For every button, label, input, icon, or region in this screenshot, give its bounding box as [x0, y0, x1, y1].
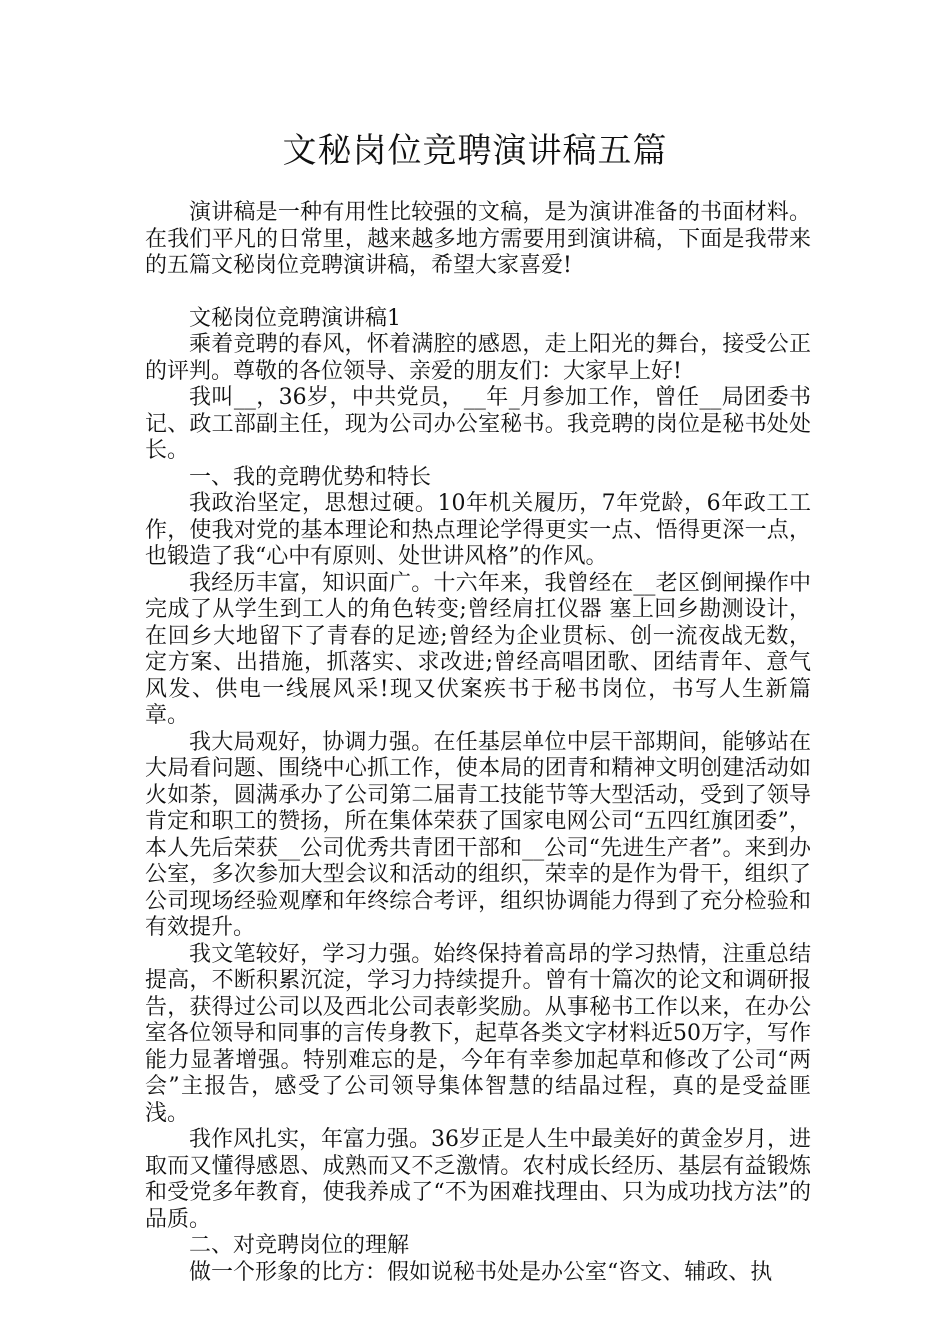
paragraph-metaphor: 做一个形象的比方：假如说秘书处是办公室“咨文、辅政、执 [189, 1259, 773, 1285]
paragraph-self-intro: 我叫__，36岁，中共党员，__年_月参加工作，曾任__局团委书记、政工部副主任，现为公司办公室秘书。我竞聘的岗位是秘书处处长。 [145, 385, 811, 463]
paragraph-political: 我政治坚定，思想过硬。10年机关履历，7年党龄，6年政工工作，使我对党的基本理论和热点理论学得更实一点、悟得更深一点，也锻造了我“心中有原则、处世讲风格”的作风。 [145, 491, 811, 569]
document-title: 文秘岗位竞聘演讲稿五篇 [282, 131, 668, 171]
paragraph-greeting: 乘着竞聘的春风，怀着满腔的感恩，走上阳光的舞台，接受公正的评判。尊敬的各位领导、亲爱的朋友们：大家早上好! [145, 332, 811, 384]
paragraph-style: 我作风扎实，年富力强。36岁正是人生中最美好的黄金岁月，进取而又懂得感恩、成熟而又不乏激情。农村成长经历、基层有益锻炼和受党多年教育，使我养成了“不为困难找理由、只为成功找方法”的品质。 [145, 1127, 811, 1232]
document-body [145, 200, 811, 1286]
paragraph-experience: 我经历丰富，知识面广。十六年来，我曾经在__老区倒闸操作中完成了从学生到工人的角色转变;曾经肩扛仪器 塞上回乡勘测设计，在回乡大地留下了青春的足迹;曾经为企业贯标、创一流夜战无数，定方案、出措施，抓落实、求改进;曾经高唱团歌、团结青年、意气风发、供电一线展风采!现又伏案疾书于秘书岗位，书写人生新篇章。 [145, 570, 811, 728]
section-heading-speech-1: 文秘岗位竞聘演讲稿1 [189, 305, 401, 331]
paragraph-coordination: 我大局观好，协调力强。在任基层单位中层干部期间，能够站在大局看问题、围绕中心抓工作，使本局的团青和精神文明创建活动如火如荼，圆满承办了公司第二届青工技能节等大型活动，受到了领导肯定和职工的赞扬，所在集体荣获了国家电网公司“五四红旗团委”，本人先后荣获__公司优秀共青团干部和__公司“先进生产者”。来到办公室，多次参加大型会议和活动的组织，荣幸的是作为骨干，组织了公司现场经验观摩和年终综合考评，组织协调能力得到了充分检验和有效提升。 [145, 729, 811, 940]
paragraph-writing: 我文笔较好，学习力强。始终保持着高昂的学习热情，注重总结提高，不断积累沉淀，学习力持续提升。曾有十篇次的论文和调研报告，获得过公司以及西北公司表彰奖励。从事秘书工作以来，在办公室各位领导和同事的言传身教下，起草各类文字材料近50万字，写作能力显著增强。特别难忘的是，今年有幸参加起草和修改了公司“两会”主报告，感受了公司领导集体智慧的结晶过程，真的是受益匪浅。 [145, 941, 811, 1126]
intro-paragraph: 演讲稿是一种有用性比较强的文稿，是为演讲准备的书面材料。在我们平凡的日常里，越来越多地方需要用到演讲稿，下面是我带来的五篇文秘岗位竞聘演讲稿，希望大家喜爱! [145, 200, 811, 278]
section-heading-advantages: 一、我的竞聘优势和特长 [189, 464, 432, 490]
section-heading-understanding: 二、对竞聘岗位的理解 [189, 1233, 410, 1258]
